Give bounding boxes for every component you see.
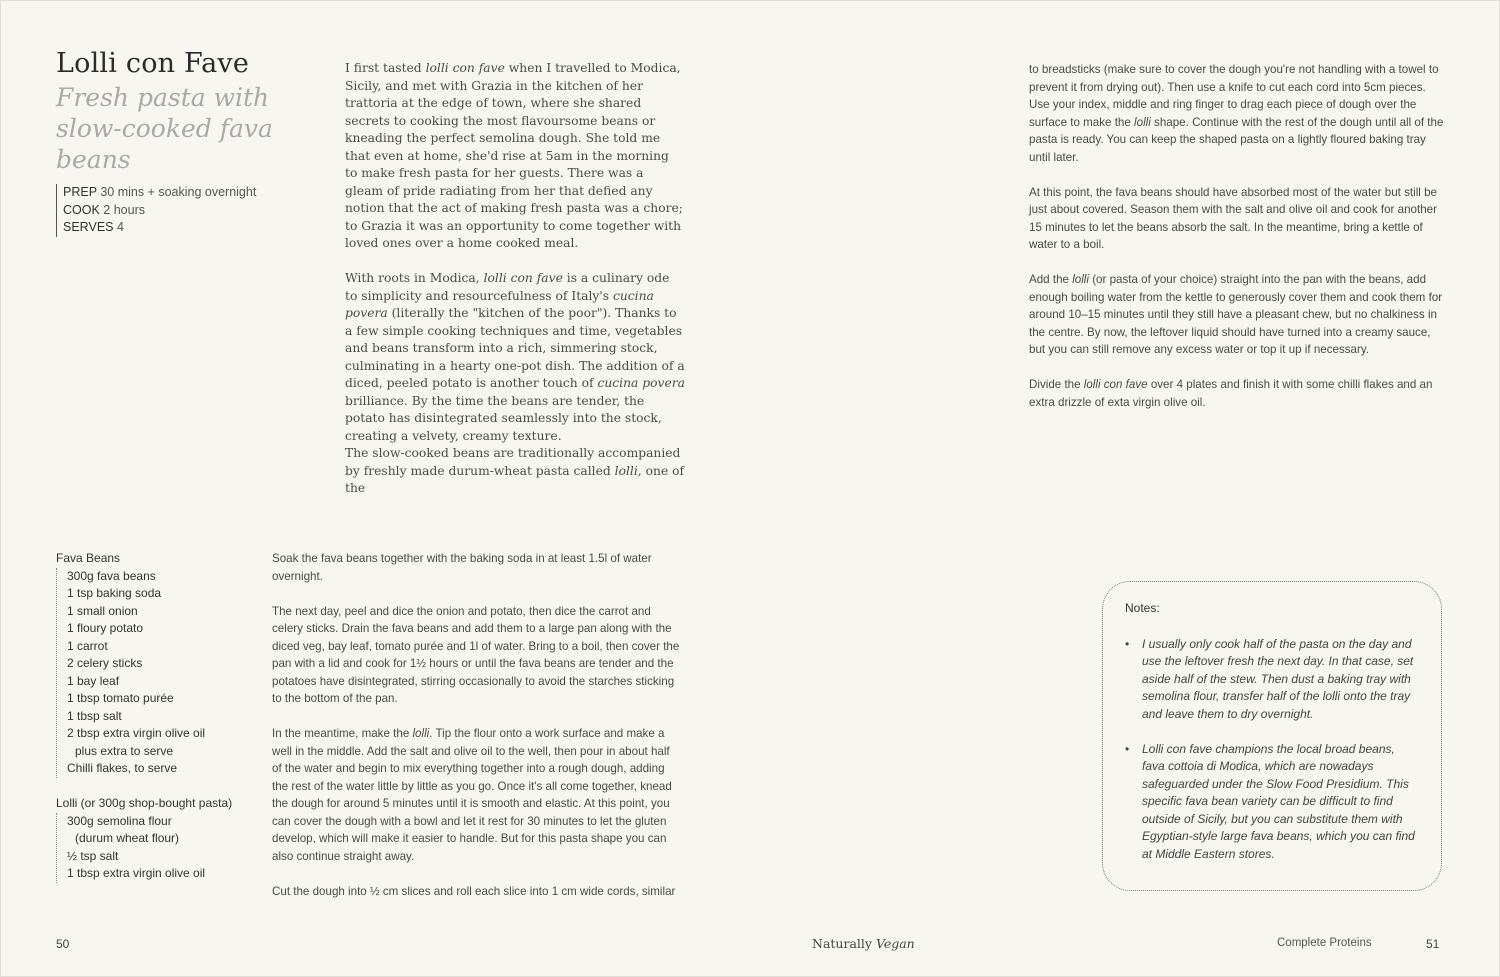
intro-p2-text-c: (literally the "kitchen of the poor"). Thanks to a few simple cooking techniques and time, vegetables and beans transform into a rich, simmering stock, culminating in a hearty one-pot dish. The addition of a diced, peeled potato is another touch of bbox=[345, 306, 685, 390]
method-step-5-text-a: to breadsticks (make sure to cover the dough you're not handling with a towel to prevent it from drying out). Then use a knife to cut each cord into 5cm pieces. Use your index, middle and ring finger to drag each piece of dough over the surface to make the bbox=[1029, 63, 1439, 129]
method-continued bbox=[1029, 61, 1444, 429]
cook-label: COOK bbox=[63, 202, 100, 217]
ingredient-list-fava bbox=[56, 568, 246, 778]
intro-p2-emphasis-1: lolli con fave bbox=[483, 271, 563, 285]
prep-row bbox=[63, 184, 256, 202]
intro-p2-emphasis-2: cucina povera bbox=[345, 288, 654, 320]
ingredient-oil-line-1: 2 tbsp extra virgin olive oil bbox=[67, 726, 206, 740]
ingredient-item: 1 tbsp tomato purée bbox=[67, 691, 174, 705]
ingredient-item: 1 tbsp extra virgin olive oil bbox=[67, 866, 206, 880]
intro-p1-text-b: when I travelled to Modica, Sicily, and met with Grazia in the kitchen of her trattoria at the edge of town, where she shared secrets to cooking the most flavoursome beans or kneading the perfect semolina dough. She told me that even at home, she'd rise at 5am in the morning to make fresh pasta for her guests. There was a gleam of pride radiating from her that defied any notion that the act of making fresh pasta was a chore; to Grazia it was an opportunity to come together with loved ones over a home cooked meal. bbox=[345, 61, 683, 250]
ingredient-item: 1 carrot bbox=[67, 638, 108, 653]
intro-text bbox=[345, 60, 685, 498]
page-number-right: 51 bbox=[1426, 937, 1440, 951]
method-step-7-text-b: (or pasta of your choice) straight into the pan with the beans, add enough boiling water from the kettle to generously cover them and cook them for around 10–15 minutes until they still have a pleasant chew, but no chalkiness in the centre. By now, the leftover liquid should have turned into a creamy sauce, but you can still remove any excess water or top it up if necessary. bbox=[1029, 273, 1443, 356]
intro-paragraph-2 bbox=[345, 270, 685, 445]
recipe-title: Lolli con Fave bbox=[56, 48, 250, 79]
ingredient-semolina-line-1: 300g semolina flour bbox=[67, 813, 172, 828]
running-footer-section: Complete Proteins bbox=[1277, 937, 1372, 949]
method-step-8-emphasis: lolli con fave bbox=[1083, 378, 1148, 391]
bullet-icon: • bbox=[1125, 741, 1130, 756]
intro-p2-emphasis-3: cucina povera bbox=[597, 376, 685, 390]
ingredient-item: 1 floury potato bbox=[67, 621, 144, 635]
prep-value: 30 mins + soaking overnight bbox=[100, 185, 257, 199]
ingredient-item: 2 celery sticks bbox=[67, 656, 143, 670]
method-step-6: At this point, the fava beans should have absorbed most of the water but still be just about covered. Season them with the salt and olive oil and cook for another 15 minutes to let the beans absorb the salt. In the meantime, bring a kettle of water to a boil. bbox=[1029, 185, 1437, 251]
ingredient-item-semolina bbox=[67, 813, 246, 848]
method-step-2: The next day, peel and dice the onion and potato, then dice the carrot and celery sticks. Drain the fava beans and add them to a large pan along with the diced veg, bay leaf, tomato purée and 1l of water. Bring to a boil, then cover the pan with a lid and cook for 1½ hours or until the fava beans are tender and the potatoes have disintegrated, stirring occasionally to avoid the starches sticking to the bottom of the pan. bbox=[272, 604, 680, 705]
intro-p1-text-a: I first tasted bbox=[345, 61, 426, 75]
note-item bbox=[1125, 636, 1419, 724]
method-step-7-emphasis: lolli bbox=[1072, 273, 1089, 286]
serves-label: SERVES bbox=[63, 220, 114, 234]
intro-p3-text-b: , one of the bbox=[345, 463, 685, 495]
intro-p1-emphasis: lolli con fave bbox=[425, 61, 505, 75]
method-step-5-text-b: shape. Continue with the rest of the dough until all of the pasta is ready. You can keep the shaped pasta on a lightly floured baking tray until later. bbox=[1029, 115, 1444, 164]
recipe-meta bbox=[56, 184, 256, 237]
method-step-8-text-a: Divide the bbox=[1029, 378, 1084, 391]
serves-value: 4 bbox=[116, 220, 124, 234]
notes-list bbox=[1125, 636, 1419, 864]
method-step-1: Soak the fava beans together with the baking soda in at least 1.5l of water overnight. bbox=[272, 552, 652, 583]
page-number-left: 50 bbox=[56, 937, 70, 951]
prep-label: PREP bbox=[63, 185, 97, 199]
bullet-icon: • bbox=[1125, 636, 1130, 651]
ingredient-group-title-lolli: Lolli (or 300g shop-bought pasta) bbox=[56, 796, 233, 810]
intro-paragraph-3 bbox=[345, 445, 685, 498]
ingredient-item-oil bbox=[67, 725, 246, 760]
notes-box bbox=[1102, 581, 1442, 891]
note-text: I usually only cook half of the pasta on the day and use the leftover fresh the next day. In that case, set aside half of the stew. Then dust a baking tray with semolina flour, transfer half of the lolli onto the tray and leave them to dry overnight. bbox=[1142, 636, 1414, 721]
method-step-3-text-a: In the meantime, make the bbox=[272, 727, 413, 740]
method-step-7 bbox=[1029, 271, 1444, 359]
method bbox=[272, 550, 682, 918]
note-item bbox=[1125, 741, 1419, 864]
intro-paragraph-1 bbox=[345, 60, 685, 253]
cook-value: 2 hours bbox=[103, 202, 145, 217]
ingredient-item: 1 bay leaf bbox=[67, 673, 120, 688]
method-step-5 bbox=[1029, 61, 1444, 166]
notes-title: Notes: bbox=[1125, 601, 1160, 615]
method-step-4: Cut the dough into ½ cm slices and roll each slice into 1 cm wide cords, similar bbox=[272, 884, 676, 898]
intro-p2-text-d: brilliance. By the time the beans are tender, the potato has disintegrated seamlessly into the stock, creating a velvety, creamy texture. bbox=[345, 393, 662, 443]
book-title-part-2: Vegan bbox=[875, 936, 915, 951]
ingredients bbox=[56, 550, 246, 900]
ingredient-item: 1 tsp baking soda bbox=[67, 586, 162, 600]
ingredient-group-title-fava: Fava Beans bbox=[56, 551, 121, 565]
method-step-3 bbox=[272, 725, 682, 865]
method-step-3-emphasis: lolli bbox=[412, 727, 430, 740]
cook-row bbox=[63, 202, 256, 220]
intro-p2-text-a: With roots in Modica, bbox=[345, 271, 484, 285]
ingredient-list-lolli bbox=[56, 813, 246, 883]
method-step-3-text-b: . Tip the flour onto a work surface and make a well in the middle. Add the salt and olive oil to the well, then pour in about half of the water and begin to mix everything together into a rough dough, adding the rest of the water little by little as you go. Once it's all come together, knead the dough for around 5 minutes until it is smooth and elastic. At this point, you can cover the dough with a bowl and let it rest for 30 minutes to let the gluten develop, which will make it easier to handle. But for this pasta shape you can also continue straight away. bbox=[272, 727, 672, 863]
ingredient-item: 1 small onion bbox=[67, 603, 138, 618]
intro-p2-text-b: is a culinary ode to simplicity and resourcefulness of Italy's bbox=[345, 271, 670, 303]
serves-row bbox=[63, 219, 256, 237]
method-step-7-text-a: Add the bbox=[1029, 273, 1073, 286]
intro-p3-emphasis: lolli bbox=[614, 463, 638, 478]
ingredient-item: Chilli flakes, to serve bbox=[67, 761, 178, 775]
method-step-8-text-b: over 4 plates and finish it with some chilli flakes and an extra drizzle of exta virgin olive oil. bbox=[1029, 378, 1433, 409]
ingredient-item: ½ tsp salt bbox=[67, 848, 119, 863]
note-text: Lolli con fave champions the local broad beans, fava cottoia di Modica, which are nowadays safeguarded under the Slow Food Presidium. This specific fava bean variety can be difficult to find outside of Sicily, but you can substitute them with Egyptian-style large fava beans, which you can find at Middle Eastern stores. bbox=[1142, 741, 1415, 861]
ingredient-oil-line-2: plus extra to serve bbox=[75, 743, 174, 758]
method-step-5-emphasis: lolli bbox=[1134, 115, 1151, 129]
ingredient-item: 300g fava beans bbox=[67, 568, 156, 583]
recipe-subtitle: Fresh pasta with slow-cooked fava beans bbox=[56, 83, 273, 174]
ingredient-item: 1 tbsp salt bbox=[67, 708, 122, 723]
running-footer-title bbox=[812, 936, 915, 951]
intro-p3-text-a: The slow-cooked beans are traditionally accompanied by freshly made durum-wheat pasta called bbox=[345, 446, 681, 478]
ingredient-semolina-line-2: (durum wheat flour) bbox=[75, 831, 180, 845]
book-title-part-1: Naturally bbox=[812, 936, 876, 951]
method-step-8 bbox=[1029, 376, 1444, 411]
